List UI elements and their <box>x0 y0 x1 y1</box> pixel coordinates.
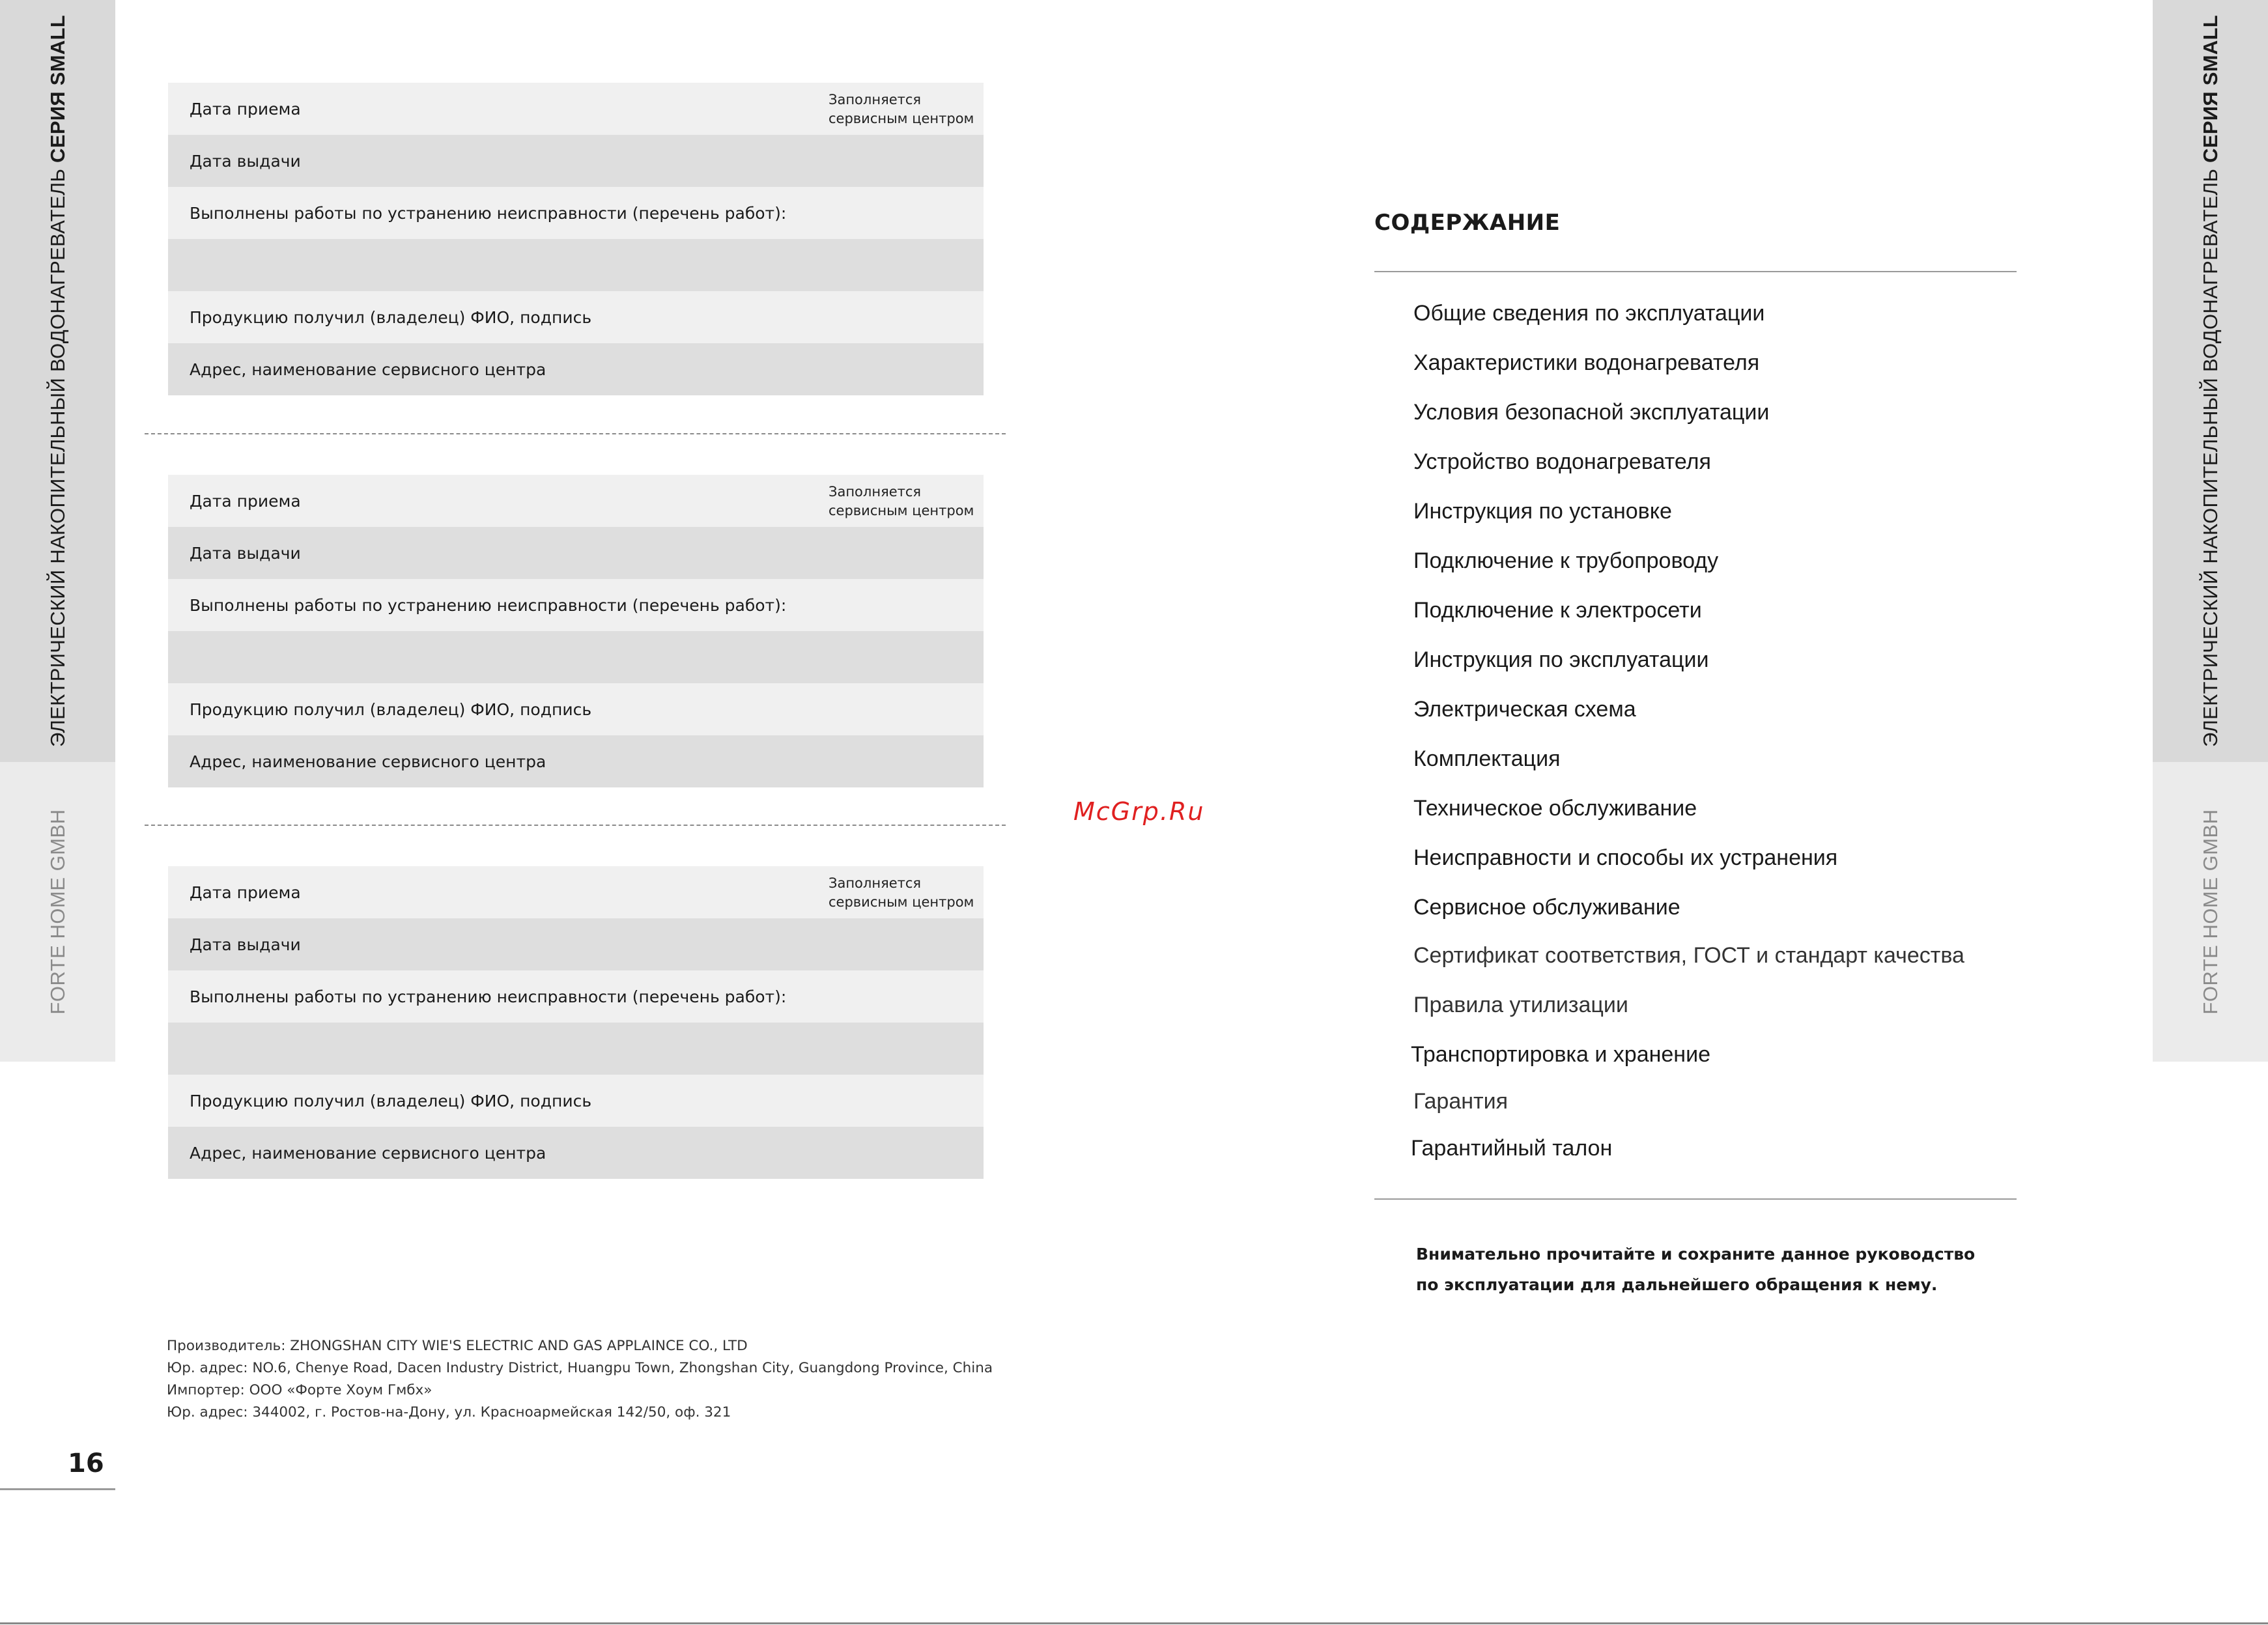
form-row-service-address: Адрес, наименование сервисного центра <box>168 343 984 395</box>
toc-item[interactable]: Комплектация <box>1413 746 1561 771</box>
importer-address-line: Юр. адрес: 344002, г. Ростов-на-Дону, ул. Красноармейская 142/50, оф. 321 <box>167 1404 731 1420</box>
right-spine-title-band <box>2153 0 2268 762</box>
toc-top-rule <box>1374 271 2017 272</box>
date-received-label: Дата приема <box>190 491 301 511</box>
toc-item[interactable]: Транспортировка и хранение <box>1411 1042 1710 1067</box>
spine-title-series: СЕРИЯ SMALL <box>2198 14 2222 163</box>
importer-line: Импортер: ООО «Форте Хоум Гмбх» <box>167 1382 432 1398</box>
form-row-date-issued: Дата выдачи <box>168 527 984 579</box>
page-number: 16 <box>68 1448 104 1478</box>
form-row-service-address: Адрес, наименование сервисного центра <box>168 1127 984 1179</box>
page-bottom-rule <box>0 1622 2268 1624</box>
form-row-date-issued: Дата выдачи <box>168 918 984 970</box>
form-row-service-address: Адрес, наименование сервисного центра <box>168 735 984 787</box>
service-center-note: Заполняется сервисным центром <box>829 875 974 910</box>
toc-item[interactable]: Гарантийный талон <box>1411 1136 1613 1161</box>
toc-item[interactable]: Неисправности и способы их устранения <box>1413 845 1838 870</box>
toc-item[interactable]: Подключение к электросети <box>1413 598 1702 623</box>
form-row-blank <box>168 239 984 291</box>
form-row-blank <box>168 1023 984 1075</box>
form-row-blank <box>168 631 984 683</box>
watermark: McGrp.Ru <box>1073 797 1205 826</box>
toc-item[interactable]: Инструкция по установке <box>1413 499 1672 524</box>
toc-item[interactable]: Сертификат соответствия, ГОСТ и стандарт качества <box>1413 943 1964 968</box>
cut-line <box>145 433 1006 434</box>
toc-item[interactable]: Электрическая схема <box>1413 697 1636 722</box>
form-row-owner-received: Продукцию получил (владелец) ФИО, подпись <box>168 291 984 343</box>
spine-company: FORTE HOME GMBH <box>46 809 69 1015</box>
manufacturer-info <box>167 1335 993 1424</box>
form-row-work-done: Выполнены работы по устранению неисправности (перечень работ): <box>168 970 984 1023</box>
page-number-rule <box>0 1488 115 1490</box>
spine-title-prefix: ЭЛЕКТРИЧЕСКИЙ НАКОПИТЕЛЬНЫЙ ВОДОНАГРЕВАТЕЛЬ <box>46 162 69 748</box>
spine-title-prefix: ЭЛЕКТРИЧЕСКИЙ НАКОПИТЕЛЬНЫЙ ВОДОНАГРЕВАТЕЛЬ <box>2198 162 2222 748</box>
form-row-date-received <box>168 866 984 918</box>
form-row-work-done: Выполнены работы по устранению неисправности (перечень работ): <box>168 579 984 631</box>
toc-item[interactable]: Характеристики водонагревателя <box>1413 350 1760 375</box>
left-spine-title-band <box>0 0 115 762</box>
service-center-note: Заполняется сервисным центром <box>829 484 974 518</box>
manufacturer-address-line: Юр. адрес: NO.6, Chenye Road, Dacen Industry District, Huangpu Town, Zhongshan City, Guangdong Province, China <box>167 1360 993 1376</box>
form-row-date-received <box>168 83 984 135</box>
toc-bottom-rule <box>1374 1198 2017 1200</box>
form-row-date-received <box>168 475 984 527</box>
toc-item[interactable]: Условия безопасной эксплуатации <box>1413 400 1770 425</box>
toc-item[interactable]: Устройство водонагревателя <box>1413 449 1711 474</box>
toc-item[interactable]: Инструкция по эксплуатации <box>1413 647 1709 672</box>
spine-title <box>46 15 70 747</box>
toc-item[interactable]: Общие сведения по эксплуатации <box>1413 301 1765 326</box>
left-spine-company-band <box>0 762 115 1062</box>
spine-company: FORTE HOME GMBH <box>2198 809 2222 1015</box>
toc-item[interactable]: Сервисное обслуживание <box>1413 895 1680 920</box>
form-row-date-issued: Дата выдачи <box>168 135 984 187</box>
read-manual-notice: Внимательно прочитайте и сохраните данное руководство по эксплуатации для дальнейшего обращения к нему. <box>1416 1245 1976 1294</box>
manufacturer-line: Производитель: ZHONGSHAN CITY WIE'S ELECTRIC AND GAS APPLAINCE CO., LTD <box>167 1338 748 1354</box>
toc-title: СОДЕРЖАНИЕ <box>1374 210 1561 236</box>
service-center-note: Заполняется сервисным центром <box>829 92 974 126</box>
toc-item[interactable]: Правила утилизации <box>1413 993 1628 1017</box>
form-row-owner-received: Продукцию получил (владелец) ФИО, подпись <box>168 1075 984 1127</box>
right-spine-company-band <box>2153 762 2268 1062</box>
service-coupon-2 <box>168 475 984 787</box>
toc-item[interactable]: Гарантия <box>1413 1089 1508 1114</box>
form-row-work-done: Выполнены работы по устранению неисправности (перечень работ): <box>168 187 984 239</box>
form-row-owner-received: Продукцию получил (владелец) ФИО, подпись <box>168 683 984 735</box>
service-coupon-1 <box>168 83 984 395</box>
date-received-label: Дата приема <box>190 883 301 902</box>
date-received-label: Дата приема <box>190 99 301 119</box>
service-coupon-3 <box>168 866 984 1179</box>
spine-title <box>2199 15 2222 747</box>
toc-item[interactable]: Подключение к трубопроводу <box>1413 548 1719 573</box>
spine-title-series: СЕРИЯ SMALL <box>46 14 69 163</box>
cut-line <box>145 825 1006 826</box>
toc-item[interactable]: Техническое обслуживание <box>1413 796 1697 821</box>
